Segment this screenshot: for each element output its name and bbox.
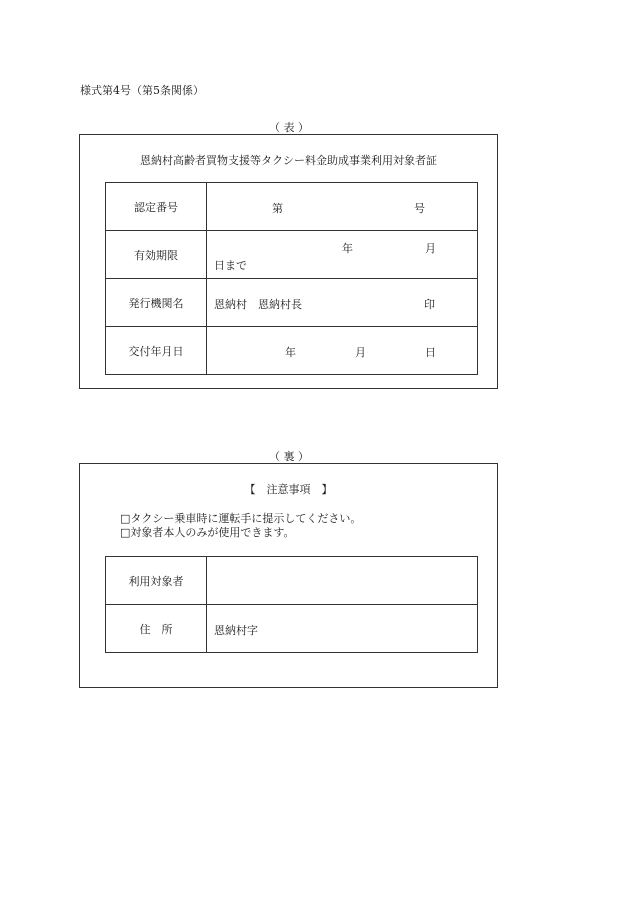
expiry-value <box>207 231 478 279</box>
address-value <box>207 605 478 653</box>
seal-mark: 印 <box>424 298 435 311</box>
issuer-value <box>207 279 478 327</box>
issue-date-day: 日 <box>425 346 436 359</box>
back-info-table <box>105 556 478 653</box>
issue-date-year: 年 <box>285 346 296 359</box>
table-row-cert-number <box>106 183 478 231</box>
expiry-label: 有効期限 <box>106 231 207 279</box>
back-card-title: 【 注意事項 】 <box>244 483 333 496</box>
front-info-table <box>105 182 478 375</box>
front-side-label: （ 表 ） <box>269 121 309 134</box>
issue-date-value <box>207 327 478 375</box>
cert-number-suffix: 号 <box>414 202 425 215</box>
expiry-year: 年 <box>342 242 353 255</box>
issue-date-label: 交付年月日 <box>106 327 207 375</box>
note-item: □対象者本人のみが使用できます。 <box>120 526 295 539</box>
form-number: 様式第4号（第5条関係） <box>80 84 204 97</box>
address-text: 恩納村字 <box>214 624 258 637</box>
expiry-month: 月 <box>425 242 436 255</box>
table-row-issuer <box>106 279 478 327</box>
address-label: 住 所 <box>106 605 207 653</box>
note-item: □タクシー乗車時に運転手に提示してください。 <box>120 512 362 525</box>
table-row-user <box>106 557 478 605</box>
cert-number-prefix: 第 <box>272 202 283 215</box>
table-row-issue-date <box>106 327 478 375</box>
back-side-label: （ 裏 ） <box>269 450 309 463</box>
back-card <box>79 463 498 688</box>
expiry-until: 日まで <box>214 259 247 272</box>
table-row-expiry <box>106 231 478 279</box>
table-row-address <box>106 605 478 653</box>
issuer-name: 恩納村 恩納村長 <box>214 298 302 311</box>
user-label: 利用対象者 <box>106 557 207 605</box>
issue-date-month: 月 <box>355 346 366 359</box>
cert-number-label: 認定番号 <box>106 183 207 231</box>
front-card <box>79 134 498 389</box>
issuer-label: 発行機関名 <box>106 279 207 327</box>
front-card-title: 恩納村高齢者買物支援等タクシー料金助成事業利用対象者証 <box>140 154 437 167</box>
cert-number-value <box>207 183 478 231</box>
user-value <box>207 557 478 605</box>
notes-list <box>120 512 361 540</box>
